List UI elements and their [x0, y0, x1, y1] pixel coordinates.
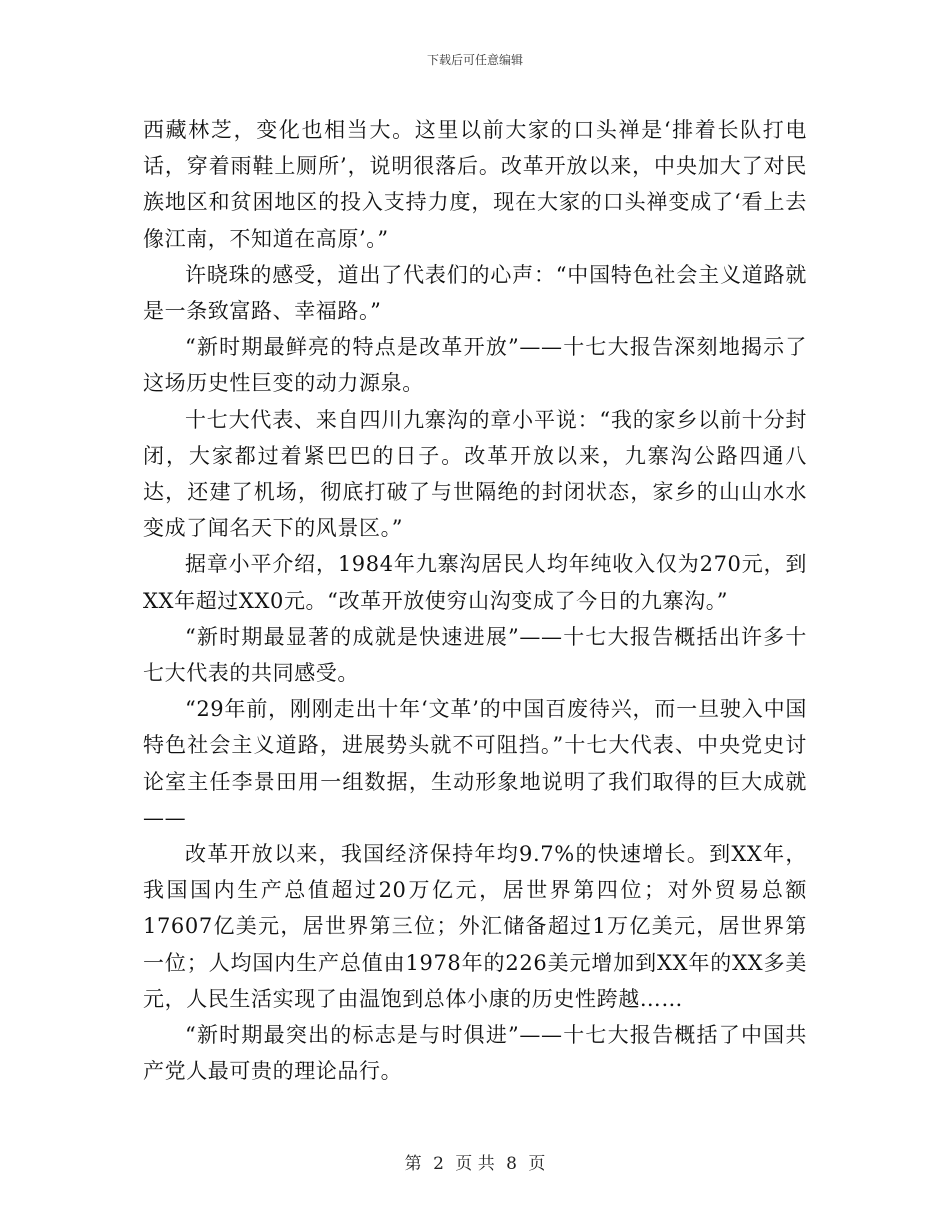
paragraph-1: 西藏林芝，变化也相当大。这里以前大家的口头禅是‘排着长队打电话，穿着雨鞋上厕所’，说明很落后。改革开放以来，中央加大了对民族地区和贫困地区的投入支持力度，现在大家的口头禅变成了‘看上去像江南，不知道在高原’。”	[143, 118, 807, 251]
page-footer	[0, 1153, 950, 1175]
document-body	[143, 112, 807, 1089]
footer-suffix: 页	[528, 1154, 546, 1174]
footer-total-pages: 8	[506, 1154, 517, 1174]
paragraph-5: 据章小平介绍，1984年九寨沟居民人均年纯收入仅为270元，到XX年超过XX0元。“改革开放使穷山沟变成了今日的九寨沟。”	[143, 552, 807, 613]
paragraph-3: “新时期最鲜亮的特点是改革开放”——十七大报告深刻地揭示了这场历史性巨变的动力源泉。	[143, 335, 807, 396]
paragraph-6: “新时期最显著的成就是快速进展”——十七大报告概括出许多十七大代表的共同感受。	[143, 624, 807, 686]
paragraph-8: 改革开放以来，我国经济保持年均9.7%的快速增长。到XX年，我国国内生产总值超过20万亿元，居世界第四位；对外贸易总额17607亿美元，居世界第三位；外汇储备超过1万亿美元，居世界第一位；人均国内生产总值由1978年的226美元增加到XX年的XX多美元，人民生活实现了由温饱到总体小康的历史性跨越……	[143, 842, 807, 1011]
page-header	[0, 52, 950, 68]
header-text: 下载后可任意编辑	[426, 53, 523, 67]
paragraph-2: 许晓珠的感受，道出了代表们的心声：“中国特色社会主义道路就是一条致富路、幸福路。”	[143, 262, 807, 324]
paragraph-9: “新时期最突出的标志是与时俱进”——十七大报告概括了中国共产党人最可贵的理论品行。	[143, 1023, 807, 1084]
paragraph-4: 十七大代表、来自四川九寨沟的章小平说：“我的家乡以前十分封闭，大家都过着紧巴巴的日子。改革开放以来，九寨沟公路四通八达，还建了机场，彻底打破了与世隔绝的封闭状态，家乡的山山水水变成了闻名天下的风景区。”	[143, 407, 807, 541]
paragraph-7: “29年前，刚刚走出十年‘文革’的中国百废待兴，而一旦驶入中国特色社会主义道路，进展势头就不可阻挡。”十七大代表、中央党史讨论室主任李景田用一组数据，生动形象地说明了我们取得的巨大成就——	[143, 697, 807, 830]
footer-middle: 页 共	[455, 1154, 495, 1174]
footer-prefix: 第	[404, 1154, 422, 1174]
footer-current-page: 2	[433, 1154, 444, 1174]
